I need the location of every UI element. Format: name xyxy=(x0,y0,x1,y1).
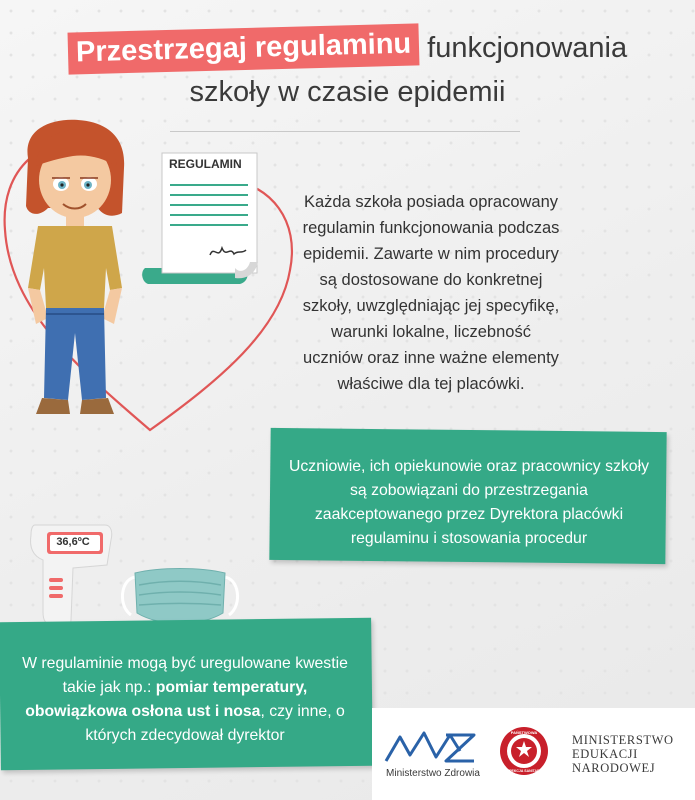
examples-text xyxy=(10,652,360,748)
svg-text:INSPEKCJA SANITARNA: INSPEKCJA SANITARNA xyxy=(503,769,545,773)
men-line1: MINISTERSTWO xyxy=(572,733,674,747)
thermometer-reading: 36,6ºC xyxy=(56,536,90,548)
sanepid-seal xyxy=(499,726,549,776)
ministry-health-label: Ministerstwo Zdrowia xyxy=(386,768,480,779)
men-line3: NARODOWEJ xyxy=(572,761,656,775)
document-title: REGULAMIN xyxy=(169,157,242,171)
ministry-education-logo xyxy=(572,733,692,775)
examples-text-after: , czy inne, o których zdecydował dyrektor xyxy=(85,703,345,744)
title-line2: szkoły w czasie epidemii xyxy=(189,76,506,108)
examples-text-before: W regulaminie mogą być uregulowane kwestie takie jak np.: xyxy=(22,655,348,696)
document-illustration xyxy=(140,150,270,290)
svg-text:PAŃSTWOWA: PAŃSTWOWA xyxy=(510,730,538,735)
student-illustration xyxy=(18,118,133,428)
men-line2: EDUKACJI xyxy=(572,747,638,761)
examples-bold-temperature: pomiar temperatury, xyxy=(155,679,308,696)
ministry-health-logo xyxy=(384,727,478,767)
obligation-text: Uczniowie, ich opiekunowie oraz pracownicy szkoły są zobowiązani do przestrzegania zaakceptowanego przez Dyrektora placówki regulaminu i stosowania procedur xyxy=(289,458,649,547)
examples-bold-mask: obowiązkowa osłona ust i nosa xyxy=(25,703,261,720)
intro-paragraph: Każda szkoła posiada opracowany regulamin funkcjonowania podczas epidemii. Zawarte w nim procedury są dostosowane do konkretnej szkoły, uwzględniając jej specyfikę, warunki lokalne, liczebność uczniów oraz inne ważne elementy właściwe dla tej placówki. xyxy=(302,193,560,393)
page-title xyxy=(0,28,695,112)
title-rest: funkcjonowania xyxy=(427,32,628,64)
title-highlight: Przestrzegaj regulaminu xyxy=(67,23,419,74)
